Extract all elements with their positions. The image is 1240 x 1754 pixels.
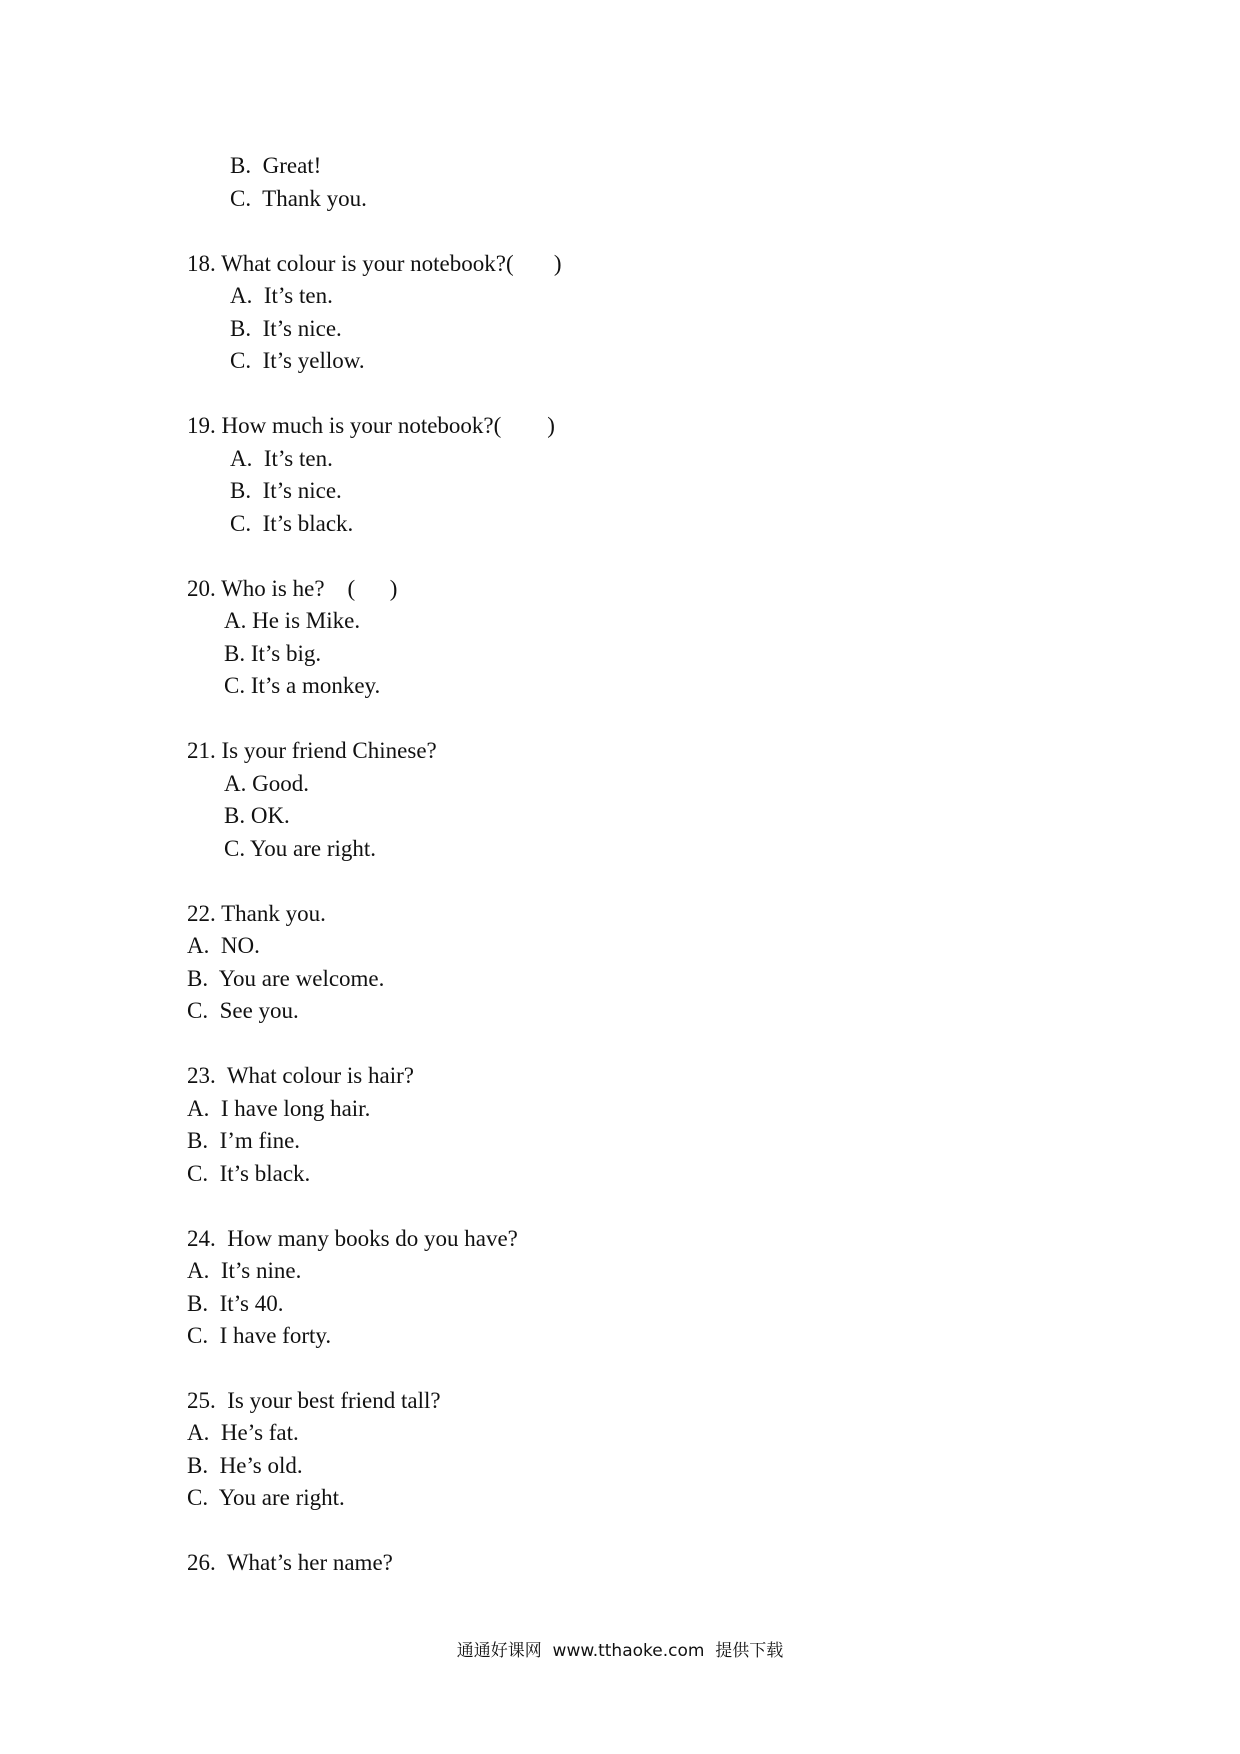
q24-question: 24. How many books do you have? xyxy=(187,1226,518,1251)
q24-option-b: B. It’s 40. xyxy=(187,1291,284,1316)
q25-question: 25. Is your best friend tall? xyxy=(187,1388,441,1413)
q20-option-c: C. It’s a monkey. xyxy=(224,673,381,698)
q23-question: 23. What colour is hair? xyxy=(187,1063,414,1088)
q17-option-b: B. Great! xyxy=(230,153,322,178)
q20-option-b: B. It’s big. xyxy=(224,641,322,666)
q19-question: 19. How much is your notebook?( ) xyxy=(187,413,555,438)
q22-option-b: B. You are welcome. xyxy=(187,966,385,991)
q25-option-b: B. He’s old. xyxy=(187,1453,303,1478)
q21-option-a: A. Good. xyxy=(224,771,309,796)
q19-option-c: C. It’s black. xyxy=(230,511,354,536)
q23-option-b: B. I’m fine. xyxy=(187,1128,301,1153)
q25-option-c: C. You are right. xyxy=(187,1485,345,1510)
q20-question: 20. Who is he? ( ) xyxy=(187,576,398,601)
q18-question: 18. What colour is your notebook?( ) xyxy=(187,251,562,276)
q20-option-a: A. He is Mike. xyxy=(224,608,361,633)
page-footer: 通通好课网 www.tthaoke.com 提供下载 xyxy=(456,1641,784,1661)
q26-question: 26. What’s her name? xyxy=(187,1550,393,1575)
q22-option-c: C. See you. xyxy=(187,998,299,1023)
q18-option-c: C. It’s yellow. xyxy=(230,348,365,373)
q18-option-b: B. It’s nice. xyxy=(230,316,342,341)
q23-option-c: C. It’s black. xyxy=(187,1161,311,1186)
q24-option-c: C. I have forty. xyxy=(187,1323,332,1348)
q21-option-c: C. You are right. xyxy=(224,836,377,861)
q19-option-b: B. It’s nice. xyxy=(230,478,342,503)
q22-question: 22. Thank you. xyxy=(187,901,326,926)
q25-option-a: A. He’s fat. xyxy=(187,1420,299,1445)
q22-option-a: A. NO. xyxy=(187,933,260,958)
q19-option-a: A. It’s ten. xyxy=(230,446,333,471)
q24-option-a: A. It’s nine. xyxy=(187,1258,302,1283)
q18-option-a: A. It’s ten. xyxy=(230,283,333,308)
q23-option-a: A. I have long hair. xyxy=(187,1096,371,1121)
q17-option-c: C. Thank you. xyxy=(230,186,367,211)
q21-question: 21. Is your friend Chinese? xyxy=(187,738,437,763)
q21-option-b: B. OK. xyxy=(224,803,290,828)
